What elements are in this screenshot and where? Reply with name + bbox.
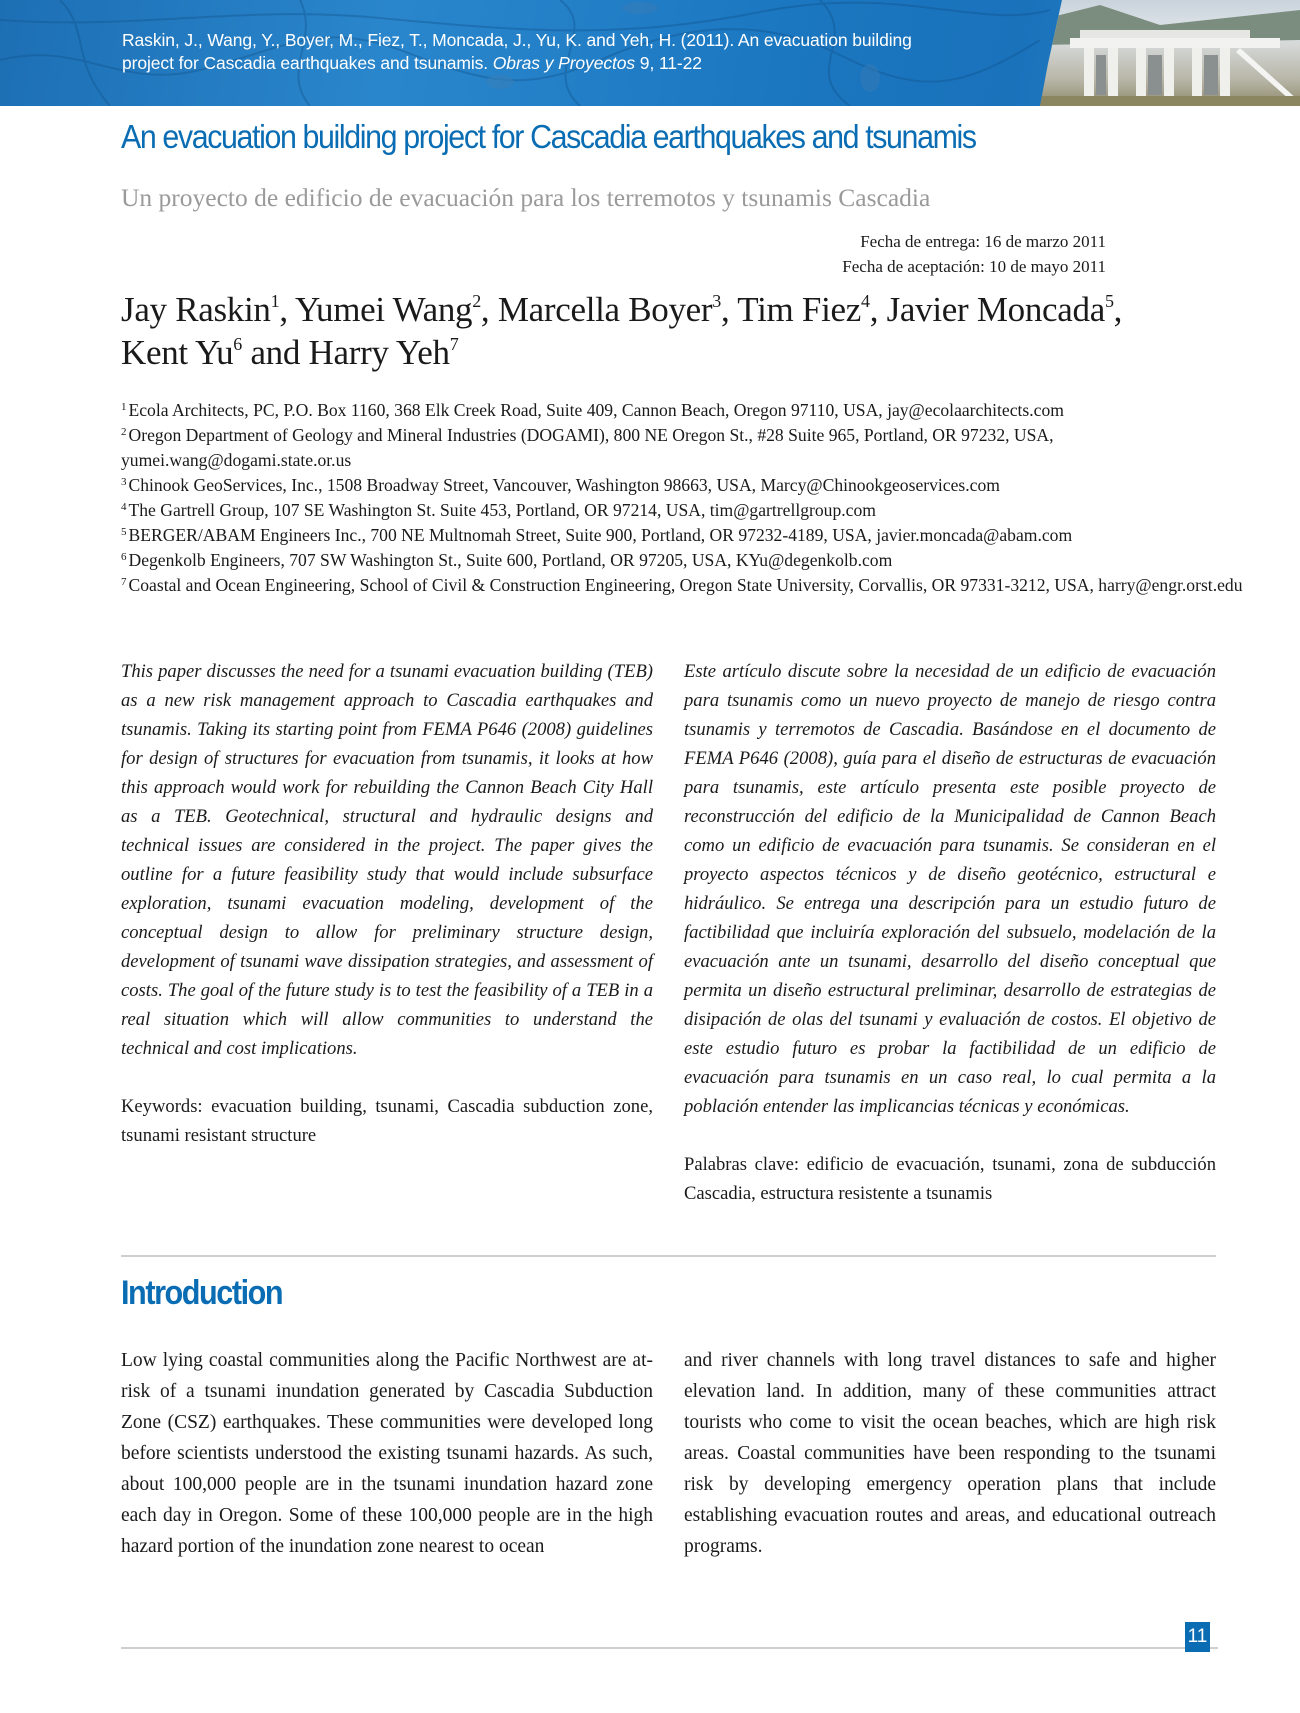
citation-volume: 9, 11-22 <box>635 53 702 73</box>
submission-dates <box>842 229 1106 279</box>
affiliation-item <box>121 523 1261 548</box>
abstract-english: This paper discusses the need for a tsunami evacuation building (TEB) as a new risk management approach to Cascadia earthquakes and tsunamis. Taking its starting point from FEMA P646 (2008) guidelines for design of structures for evacuation from tsunamis, it looks at how this approach would work for rebuilding the Cannon Beach City Hall as a TEB. Geotechnical, structural and hydraulic designs and technical issues are considered in the project. The paper gives the outline for a future feasibility study that would include subsurface exploration, tsunami evacuation modeling, development of the conceptual design to allow for preliminary structure design, development of tsunami wave dissipation strategies, and assessment of costs. The goal of the future study is to test the feasibility of a TEB in a real situation which will allow communities to understand the technical and cost implications. <box>121 661 653 1059</box>
date-accepted: Fecha de aceptación: 10 de mayo 2011 <box>842 257 1106 276</box>
author-name: Tim Fiez <box>737 290 861 329</box>
author-affiliation-marker: 7 <box>449 334 459 354</box>
journal-name: Obras y Proyectos <box>492 53 636 73</box>
header-banner <box>0 0 1300 106</box>
author-separator: , <box>1113 290 1123 329</box>
introduction-column-2: and river channels with long travel distances to safe and higher elevation land. In addition, many of these communities attract tourists who come to visit the ocean beaches, which are high risk areas. Coastal communities have been responding to the tsunami risk by developing emergency operation plans that include establishing evacuation routes and areas, and educational outreach programs. <box>684 1350 1216 1557</box>
author-name: Javier Moncada <box>886 290 1105 329</box>
author-separator: , <box>720 290 738 329</box>
affiliation-number: 7 <box>121 576 127 588</box>
affiliation-number: 4 <box>121 501 127 513</box>
abstract-spanish-column <box>684 657 1216 1208</box>
affiliation-list <box>121 398 1261 598</box>
author-affiliation-marker: 4 <box>860 291 870 311</box>
author-name: Marcella Boyer <box>497 290 713 329</box>
author-name: Jay Raskin <box>121 290 271 329</box>
palabras-clave: Palabras clave: edificio de evacuación, tsunami, zona de subducción Cascadia, estructura resistente a tsunamis <box>684 1154 1216 1204</box>
affiliation-text: Coastal and Ocean Engineering, School of Civil & Construction Engineering, Oregon State University, Corvallis, OR 97331-3212, USA, harry@engr.orst.edu <box>128 575 1243 595</box>
article-subtitle: Un proyecto de edificio de evacuación para los terremotos y tsunamis Cascadia <box>121 183 931 212</box>
author-separator: , <box>869 290 887 329</box>
date-received: Fecha de entrega: 16 de marzo 2011 <box>860 232 1106 251</box>
citation-text: project for Cascadia earthquakes and tsunamis. <box>122 53 493 73</box>
author-affiliation-marker: 3 <box>712 291 721 311</box>
article-title: An evacuation building project for Cascadia earthquakes and tsunamis <box>121 118 976 155</box>
affiliation-item <box>121 498 1261 523</box>
affiliation-text: The Gartrell Group, 107 SE Washington St. Suite 453, Portland, OR 97214, USA, tim@gartrellgroup.com <box>128 500 876 520</box>
section-divider <box>121 1255 1216 1257</box>
citation-line-2 <box>122 52 1082 75</box>
affiliation-number: 1 <box>121 401 127 413</box>
affiliation-item <box>121 473 1261 498</box>
affiliation-number: 6 <box>121 551 127 563</box>
affiliation-text: Ecola Architects, PC, P.O. Box 1160, 368 Elk Creek Road, Suite 409, Cannon Beach, Oregon 97110, USA, jay@ecolaarchitects.com <box>128 400 1064 420</box>
introduction-column-1: Low lying coastal communities along the Pacific Northwest are at-risk of a tsunami inundation generated by Cascadia Subduction Zone (CSZ) earthquakes. These communities were developed long before scientists understood the existing tsunami hazards. As such, about 100,000 people are in the tsunami inundation hazard zone each day in Oregon. Some of these 100,000 people are in the high hazard portion of the inundation zone nearest to ocean <box>121 1350 653 1557</box>
affiliation-text: BERGER/ABAM Engineers Inc., 700 NE Multnomah Street, Suite 900, Portland, OR 97232-4189, USA, javier.moncada@abam.com <box>128 525 1073 545</box>
section-heading-introduction: Introduction <box>121 1274 283 1312</box>
author-name: Kent Yu <box>121 333 234 372</box>
abstract-english-column <box>121 657 653 1150</box>
affiliation-text: Oregon Department of Geology and Mineral Industries (DOGAMI), 800 NE Oregon St., #28 Suite 965, Portland, OR 97232, USA, yumei.wang@dogami.state.or.us <box>121 425 1054 470</box>
affiliation-text: Chinook GeoServices, Inc., 1508 Broadway Street, Vancouver, Washington 98663, USA, Marcy@Chinookgeoservices.com <box>128 475 1000 495</box>
affiliation-text: Degenkolb Engineers, 707 SW Washington St., Suite 600, Portland, OR 97205, USA, KYu@degenkolb.com <box>128 550 893 570</box>
footer-rule <box>121 1647 1218 1649</box>
author-separator: and <box>242 333 309 372</box>
author-separator: , <box>480 290 498 329</box>
author-affiliation-marker: 6 <box>233 334 242 354</box>
citation-line-1: Raskin, J., Wang, Y., Boyer, M., Fiez, T., Moncada, J., Yu, K. and Yeh, H. (2011). An evacuation building <box>122 30 912 50</box>
affiliation-item <box>121 423 1261 473</box>
author-name: Yumei Wang <box>294 290 473 329</box>
affiliation-number: 2 <box>121 426 127 438</box>
affiliation-item <box>121 398 1261 423</box>
affiliation-item <box>121 573 1261 598</box>
keywords: Keywords: evacuation building, tsunami, Cascadia subduction zone, tsunami resistant structure <box>121 1096 653 1146</box>
abstract-spanish: Este artículo discute sobre la necesidad de un edificio de evacuación para tsunamis como un nuevo proyecto de manejo de riesgo contra tsunamis y terremotos de Cascadia. Basándose en el documento de FEMA P646 (2008), guía para el diseño de estructuras de evacuación para tsunamis, este artículo presenta este posible proyecto de reconstrucción del edificio de la Municipalidad de Cannon Beach como un edificio de evacuación para tsunamis. Se consideran en el proyecto aspectos técnicos y de diseño geotécnico, estructural e hidráulico. Se entrega una descripción para un estudio futuro de factibilidad que incluiría exploración del subsuelo, modelación de la evacuación ante un tsunami, desarrollo del diseño conceptual que permita un diseño estructural preliminar, desarrollo de estrategias de disipación de olas del tsunami y evaluación de costos. El objetivo de este estudio futuro es probar la factibilidad de un edificio de evacuación para tsunamis en un caso real, lo cual permita a la población entender las implicancias técnicas y económicas. <box>684 661 1216 1117</box>
author-name: Harry Yeh <box>308 333 450 372</box>
author-affiliation-marker: 1 <box>270 291 280 311</box>
author-list <box>121 288 1231 374</box>
author-affiliation-marker: 2 <box>472 291 481 311</box>
citation <box>122 29 1082 75</box>
affiliation-number: 3 <box>121 476 127 488</box>
author-affiliation-marker: 5 <box>1104 291 1114 311</box>
author-separator: , <box>279 290 295 329</box>
affiliation-number: 5 <box>121 526 127 538</box>
page-number: 11 <box>1185 1622 1210 1652</box>
affiliation-item <box>121 548 1261 573</box>
